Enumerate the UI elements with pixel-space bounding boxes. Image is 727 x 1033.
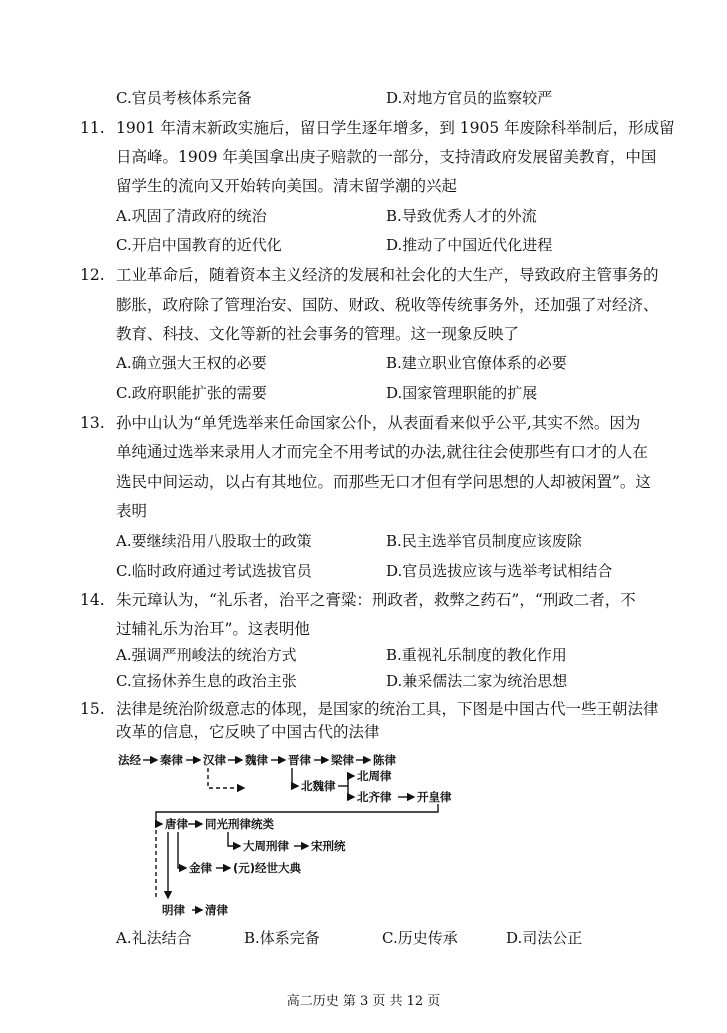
question-13-option-a: A.要继续沿用八股取士的政策: [116, 532, 312, 550]
node-jinlv: 晋律: [288, 753, 311, 767]
question-number-13: 13.: [80, 414, 105, 432]
question-12-option-d: D.国家管理职能的扩展: [386, 384, 538, 402]
node-qinglv: 清律: [205, 903, 228, 917]
question-13-line-4: 表明: [116, 502, 148, 520]
question-14-option-c: C.宣扬休养生息的政治主张: [116, 672, 297, 690]
question-13-option-c: C.临时政府通过考试选拔官员: [116, 562, 312, 580]
node-weilv: 魏律: [245, 753, 268, 767]
node-dazhou: 大周刑律: [243, 839, 289, 853]
node-fajing: 法经: [118, 753, 141, 767]
node-beiqilv: 北齐律: [357, 790, 392, 804]
question-13-line-1: 孙中山认为“单凭选举来任命国家公仆，从表面看来似乎公平,其实不然。因为: [116, 414, 641, 432]
node-hanlv: 汉律: [203, 753, 226, 767]
arrow-tanglv-jinlv: [178, 832, 186, 868]
node-jingshi: (元)经世大典: [233, 861, 302, 875]
question-14-line-2: 过辅礼乐为治耳”。这表明他: [116, 620, 310, 638]
question-12-option-b: B.建立职业官僚体系的必要: [386, 354, 567, 372]
option-d-prev: D.对地方官员的监察较严: [386, 89, 553, 107]
question-14-line-1: 朱元璋认为，“礼乐者，治平之膏粱：刑政者，救弊之药石”，“刑政二者，不: [116, 591, 636, 609]
question-11-option-a: A.巩固了清政府的统治: [116, 207, 267, 225]
question-13-line-3: 选民中间运动，以占有其地位。而那些无口才但有学问思想的人却被闲置”。这: [116, 473, 651, 491]
question-13-option-b: B.民主选举官员制度应该废除: [386, 532, 582, 550]
question-15-line-2: 改革的信息，它反映了中国古代的法律: [116, 723, 380, 741]
question-15-option-c: C.历史传承: [382, 929, 458, 947]
question-14-option-b: B.重视礼乐制度的教化作用: [386, 646, 567, 664]
node-kaihuanglv: 开皇律: [417, 790, 452, 804]
question-11-line-3: 留学生的流向又开始转向美国。清末留学潮的兴起: [116, 177, 458, 195]
question-15-option-d: D.司法公正: [506, 929, 583, 947]
question-number-15: 15.: [80, 700, 105, 718]
question-15-line-1: 法律是统治阶级意志的体现，是国家的统治工具，下图是中国古代一些王朝法律: [116, 700, 659, 718]
node-tanglv: 唐律: [165, 817, 188, 831]
arrow-kaihuanglv-tanglv: [156, 804, 438, 824]
node-songxingtong: 宋刑统: [311, 839, 346, 853]
question-number-14: 14.: [80, 591, 105, 609]
question-13-option-d: D.官员选拔应该与选举考试相结合: [386, 562, 613, 580]
node-minglv: 明律: [162, 903, 185, 917]
law-evolution-diagram: [116, 748, 456, 920]
question-14-option-d: D.兼采儒法二家为统治思想: [386, 672, 568, 690]
question-number-11: 11.: [80, 119, 105, 137]
question-12-line-2: 膨胀，政府除了管理治安、国防、财政、税收等传统事务外，还加强了对经济、: [116, 296, 659, 314]
question-11-line-1: 1901 年清末新政实施后，留日学生逐年增多，到 1905 年废除科举制后，形成留: [116, 119, 675, 137]
node-jinlv2: 金律: [189, 861, 212, 875]
question-11-line-2: 日高峰。1909 年美国拿出庚子赔款的一部分，支持清政府发展留美教育，中国: [116, 148, 657, 166]
page-footer: 高二历史 第 3 页 共 12 页: [286, 994, 441, 1009]
node-beizhoulv: 北周律: [357, 769, 392, 783]
node-qinlv: 秦律: [160, 753, 183, 767]
question-number-12: 12.: [80, 266, 105, 284]
node-tongguang: 同光刑律统类: [205, 817, 274, 831]
question-14-option-a: A.强调严刑峻法的统治方式: [116, 646, 297, 664]
question-15-option-a: A.礼法结合: [116, 929, 192, 947]
question-11-option-c: C.开启中国教育的近代化: [116, 236, 282, 254]
option-c-prev: C.官员考核体系完备: [116, 89, 252, 107]
node-chenlv: 陈律: [373, 753, 396, 767]
question-12-line-1: 工业革命后，随着资本主义经济的发展和社会化的大生产，导致政府主管事务的: [116, 266, 659, 284]
question-13-line-2: 单纯通过选举来录用人才而完全不用考试的办法,就往往会使那些有口才的人在: [116, 443, 648, 461]
question-11-option-b: B.导致优秀人才的外流: [386, 207, 537, 225]
node-lianglv: 梁律: [331, 753, 354, 767]
dashed-arrow-hanlv: [208, 768, 244, 788]
arrow-tongguang-dazhou: [228, 832, 240, 846]
node-beiweilv: 北魏律: [301, 779, 336, 793]
question-11-option-d: D.推动了中国近代化进程: [386, 236, 553, 254]
question-12-line-3: 教育、科技、文化等新的社会事务的管理。这一现象反映了: [116, 325, 520, 343]
arrow-jinlv-beiweilv: [292, 768, 298, 786]
question-15-option-b: B.体系完备: [244, 929, 320, 947]
question-12-option-c: C.政府职能扩张的需要: [116, 384, 267, 402]
question-12-option-a: A.确立强大王权的必要: [116, 354, 267, 372]
